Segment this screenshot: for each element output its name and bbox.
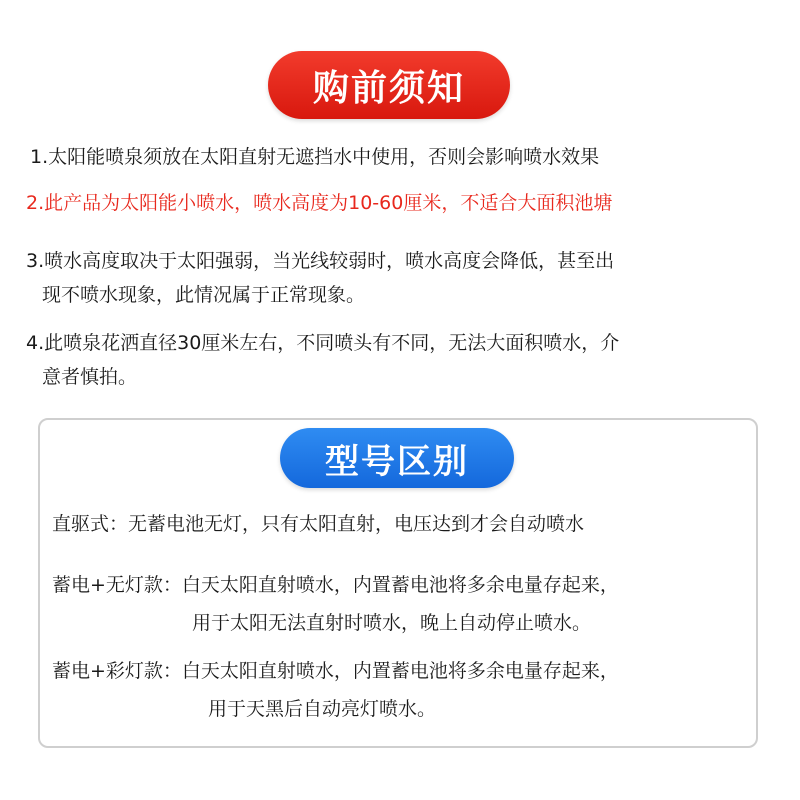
model-title-badge: 型号区别 [280,428,514,488]
model-row-battery-no-light-text: 蓄电+无灯款：白天太阳直射喷水，内置蓄电池将多余电量存起来， [52,574,619,596]
notice-item-4 [26,326,619,394]
notice-item-2 [26,186,612,220]
notice-item-2-text: 2.此产品为太阳能小喷水，喷水高度为10-60厘米，不适合大面积池塘 [26,192,613,214]
notice-item-1-text: 1.太阳能喷泉须放在太阳直射无遮挡水中使用，否则会影响喷水效果 [30,146,600,168]
notice-title-badge: 购前须知 [268,51,510,119]
notice-item-4-line1: 4.此喷泉花洒直径30厘米左右，不同喷头有不同，无法大面积喷水，介 [26,332,620,354]
model-row-direct-drive-text: 直驱式：无蓄电池无灯，只有太阳直射，电压达到才会自动喷水 [52,513,585,535]
notice-item-1 [30,140,599,174]
notice-item-4-line2: 意者慎拍。 [42,366,138,388]
model-row-battery-no-light-cont: 用于太阳无法直射时喷水，晚上自动停止喷水。 [192,612,592,634]
notice-item-3-line1: 3.喷水高度取决于太阳强弱，当光线较弱时，喷水高度会降低，甚至出 [26,250,615,272]
model-row-battery-color-light-text: 蓄电+彩灯款：白天太阳直射喷水，内置蓄电池将多余电量存起来， [52,660,619,682]
model-row-direct-drive [52,505,584,543]
model-row-battery-no-light [52,566,619,642]
model-row-battery-color-light [52,652,619,728]
notice-item-3-line2: 现不喷水现象，此情况属于正常现象。 [42,284,366,306]
model-row-battery-color-light-cont: 用于天黑后自动亮灯喷水。 [208,698,437,720]
notice-item-3 [26,244,614,312]
